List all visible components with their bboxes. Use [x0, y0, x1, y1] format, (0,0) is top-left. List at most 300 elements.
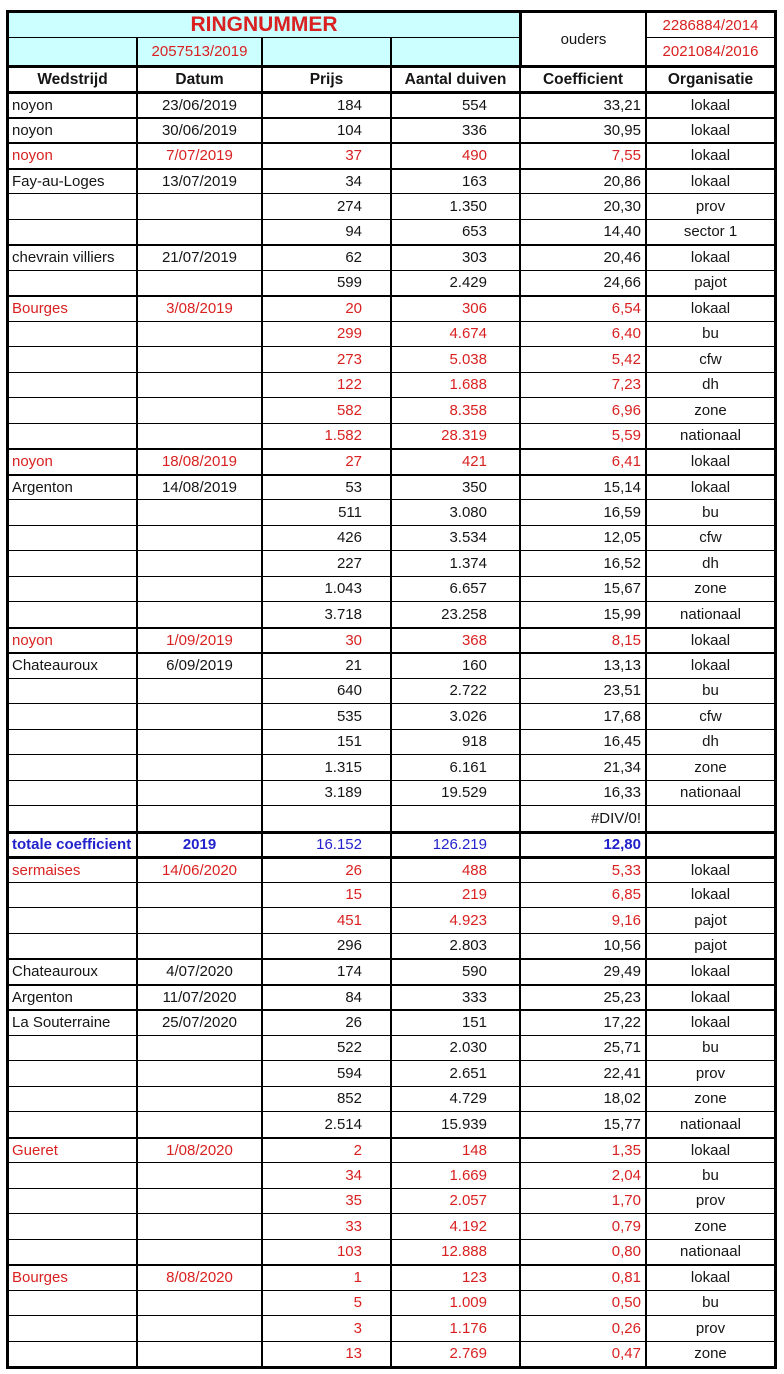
coefficient-cell: 15,67: [519, 576, 645, 602]
prize-cell: 511: [261, 499, 390, 525]
coefficient-cell: 24,66: [519, 270, 645, 296]
pigeons-count-cell: 2.429: [390, 270, 519, 296]
result-row: [9, 805, 774, 831]
prize-cell: 227: [261, 550, 390, 576]
race-name-cell: sermaises: [9, 856, 136, 882]
pigeons-count-cell: 4.674: [390, 321, 519, 347]
pigeons-count-cell: 1.350: [390, 193, 519, 219]
race-name-cell: [9, 193, 136, 219]
race-name-cell: [9, 321, 136, 347]
column-header-prijs: Prijs: [261, 65, 390, 91]
pigeons-count-cell: 350: [390, 474, 519, 500]
prize-cell: 1.315: [261, 754, 390, 780]
date-cell: [136, 1188, 261, 1214]
organisation-level-cell: bu: [645, 1162, 774, 1188]
date-cell: 1/09/2019: [136, 627, 261, 653]
organisation-level-cell: nationaal: [645, 601, 774, 627]
prize-cell: 30: [261, 627, 390, 653]
race-name-cell: [9, 1111, 136, 1137]
coefficient-cell: 20,30: [519, 193, 645, 219]
result-row: [9, 270, 774, 296]
race-name-cell: noyon: [9, 117, 136, 143]
prize-cell: [261, 805, 390, 831]
pigeons-count-cell: 4.192: [390, 1213, 519, 1239]
coefficient-cell: 10,56: [519, 933, 645, 959]
prize-cell: 15: [261, 882, 390, 908]
prize-cell: 1: [261, 1264, 390, 1290]
organisation-level-cell: lokaal: [645, 474, 774, 500]
prize-cell: 20: [261, 295, 390, 321]
result-row: [9, 984, 774, 1010]
organisation-level-cell: lokaal: [645, 117, 774, 143]
organisation-level-cell: [645, 831, 774, 857]
prize-cell: 299: [261, 321, 390, 347]
organisation-level-cell: bu: [645, 678, 774, 704]
prize-cell: 62: [261, 244, 390, 270]
race-name-cell: Fay-au-Loges: [9, 168, 136, 194]
race-name-cell: [9, 550, 136, 576]
coefficient-cell: 6,96: [519, 397, 645, 423]
result-row: [9, 142, 774, 168]
race-name-cell: Argenton: [9, 984, 136, 1010]
organisation-level-cell: lokaal: [645, 958, 774, 984]
coefficient-cell: 6,41: [519, 448, 645, 474]
result-row: [9, 91, 774, 117]
organisation-level-cell: dh: [645, 372, 774, 398]
date-cell: [136, 1239, 261, 1265]
pigeons-count-cell: 2.769: [390, 1341, 519, 1367]
date-cell: [136, 1086, 261, 1112]
date-cell: 4/07/2020: [136, 958, 261, 984]
coefficient-cell: #DIV/0!: [519, 805, 645, 831]
pigeons-count-cell: 4.923: [390, 907, 519, 933]
organisation-level-cell: lokaal: [645, 984, 774, 1010]
organisation-level-cell: lokaal: [645, 244, 774, 270]
pigeons-count-cell: 1.669: [390, 1162, 519, 1188]
result-row: [9, 346, 774, 372]
pigeons-count-cell: 5.038: [390, 346, 519, 372]
race-name-cell: [9, 423, 136, 449]
race-name-cell: noyon: [9, 142, 136, 168]
pigeons-count-cell: 28.319: [390, 423, 519, 449]
coefficient-cell: 0,47: [519, 1341, 645, 1367]
pigeons-count-cell: 219: [390, 882, 519, 908]
date-cell: 25/07/2020: [136, 1009, 261, 1035]
result-row: [9, 576, 774, 602]
coefficient-cell: 15,14: [519, 474, 645, 500]
race-name-cell: Bourges: [9, 295, 136, 321]
coefficient-cell: 7,23: [519, 372, 645, 398]
prize-cell: 2: [261, 1137, 390, 1163]
coefficient-cell: 0,50: [519, 1290, 645, 1316]
date-cell: 8/08/2020: [136, 1264, 261, 1290]
pigeons-count-cell: 19.529: [390, 780, 519, 806]
result-row: [9, 1035, 774, 1061]
coefficient-cell: 0,80: [519, 1239, 645, 1265]
prize-cell: 1.043: [261, 576, 390, 602]
prize-cell: 582: [261, 397, 390, 423]
organisation-level-cell: lokaal: [645, 168, 774, 194]
pigeons-count-cell: 1.176: [390, 1315, 519, 1341]
coefficient-cell: 23,51: [519, 678, 645, 704]
result-row: [9, 652, 774, 678]
prize-cell: 151: [261, 729, 390, 755]
organisation-level-cell: [645, 805, 774, 831]
date-cell: 11/07/2020: [136, 984, 261, 1010]
column-header-wedstrijd: Wedstrijd: [9, 65, 136, 91]
prize-cell: 184: [261, 91, 390, 117]
result-row: [9, 525, 774, 551]
pigeons-count-cell: 590: [390, 958, 519, 984]
organisation-level-cell: lokaal: [645, 856, 774, 882]
pigeons-count-cell: 1.374: [390, 550, 519, 576]
race-name-cell: [9, 805, 136, 831]
coefficient-cell: 17,22: [519, 1009, 645, 1035]
race-name-cell: [9, 1213, 136, 1239]
organisation-level-cell: nationaal: [645, 780, 774, 806]
date-cell: [136, 550, 261, 576]
coefficient-cell: 2,04: [519, 1162, 645, 1188]
prize-cell: 1.582: [261, 423, 390, 449]
prize-cell: 34: [261, 168, 390, 194]
prize-cell: 3.189: [261, 780, 390, 806]
coefficient-cell: 29,49: [519, 958, 645, 984]
organisation-level-cell: zone: [645, 1086, 774, 1112]
results-table: [6, 10, 777, 1369]
race-name-cell: [9, 678, 136, 704]
pigeons-count-cell: 3.026: [390, 703, 519, 729]
result-row: [9, 780, 774, 806]
coefficient-cell: 16,33: [519, 780, 645, 806]
prize-cell: 5: [261, 1290, 390, 1316]
coefficient-cell: 1,70: [519, 1188, 645, 1214]
race-name-cell: [9, 907, 136, 933]
pigeons-count-cell: 12.888: [390, 1239, 519, 1265]
organisation-level-cell: lokaal: [645, 142, 774, 168]
organisation-level-cell: bu: [645, 321, 774, 347]
header-row-2: [9, 37, 774, 65]
result-row: [9, 933, 774, 959]
race-name-cell: La Souterraine: [9, 1009, 136, 1035]
result-row: [9, 1239, 774, 1265]
pigeons-count-cell: 554: [390, 91, 519, 117]
organisation-level-cell: lokaal: [645, 1009, 774, 1035]
coefficient-cell: 33,21: [519, 91, 645, 117]
pigeons-count-cell: 4.729: [390, 1086, 519, 1112]
pigeons-count-cell: 653: [390, 219, 519, 245]
pigeons-count-cell: 303: [390, 244, 519, 270]
date-cell: [136, 1341, 261, 1367]
result-row: [9, 678, 774, 704]
coefficient-cell: 15,77: [519, 1111, 645, 1137]
organisation-level-cell: prov: [645, 1188, 774, 1214]
prize-cell: 104: [261, 117, 390, 143]
organisation-level-cell: nationaal: [645, 1239, 774, 1265]
parent-ring-2: 2021084/2016: [645, 37, 774, 65]
organisation-level-cell: pajot: [645, 270, 774, 296]
prize-cell: 33: [261, 1213, 390, 1239]
result-row: [9, 1111, 774, 1137]
pigeons-count-cell: 1.009: [390, 1290, 519, 1316]
pigeons-count-cell: 2.030: [390, 1035, 519, 1061]
organisation-level-cell: sector 1: [645, 219, 774, 245]
prize-cell: 2.514: [261, 1111, 390, 1137]
total-row: [9, 831, 774, 857]
race-name-cell: [9, 601, 136, 627]
organisation-level-cell: nationaal: [645, 1111, 774, 1137]
date-cell: 14/06/2020: [136, 856, 261, 882]
coefficient-cell: 14,40: [519, 219, 645, 245]
prize-cell: 852: [261, 1086, 390, 1112]
date-cell: 23/06/2019: [136, 91, 261, 117]
race-name-cell: [9, 397, 136, 423]
result-row: [9, 856, 774, 882]
prize-cell: 26: [261, 856, 390, 882]
race-name-cell: [9, 270, 136, 296]
organisation-level-cell: zone: [645, 754, 774, 780]
date-cell: [136, 907, 261, 933]
pigeons-count-cell: 163: [390, 168, 519, 194]
organisation-level-cell: pajot: [645, 933, 774, 959]
race-name-cell: [9, 525, 136, 551]
header-empty-cell: [9, 37, 136, 65]
date-cell: [136, 397, 261, 423]
race-name-cell: [9, 576, 136, 602]
race-name-cell: Bourges: [9, 1264, 136, 1290]
race-name-cell: Chateauroux: [9, 958, 136, 984]
pigeons-count-cell: 333: [390, 984, 519, 1010]
race-name-cell: [9, 1315, 136, 1341]
coefficient-cell: 16,45: [519, 729, 645, 755]
date-cell: [136, 525, 261, 551]
parents-label: ouders: [519, 13, 645, 65]
prize-cell: 21: [261, 652, 390, 678]
race-name-cell: [9, 882, 136, 908]
pigeons-count-cell: 160: [390, 652, 519, 678]
race-name-cell: chevrain villiers: [9, 244, 136, 270]
result-row: [9, 397, 774, 423]
coefficient-cell: 15,99: [519, 601, 645, 627]
pigeons-count-cell: 6.161: [390, 754, 519, 780]
date-cell: [136, 372, 261, 398]
race-name-cell: [9, 754, 136, 780]
organisation-level-cell: lokaal: [645, 295, 774, 321]
pigeons-count-cell: 123: [390, 1264, 519, 1290]
column-header-aantal-duiven: Aantal duiven: [390, 65, 519, 91]
organisation-level-cell: lokaal: [645, 1137, 774, 1163]
prize-cell: 53: [261, 474, 390, 500]
pigeons-count-cell: 421: [390, 448, 519, 474]
organisation-level-cell: prov: [645, 1315, 774, 1341]
result-row: [9, 499, 774, 525]
result-row: [9, 295, 774, 321]
organisation-level-cell: lokaal: [645, 882, 774, 908]
coefficient-cell: 21,34: [519, 754, 645, 780]
result-row: [9, 1060, 774, 1086]
prize-cell: 535: [261, 703, 390, 729]
result-row: [9, 117, 774, 143]
coefficient-cell: 9,16: [519, 907, 645, 933]
result-row: [9, 1290, 774, 1316]
organisation-level-cell: prov: [645, 193, 774, 219]
result-row: [9, 703, 774, 729]
result-row: [9, 550, 774, 576]
date-cell: [136, 601, 261, 627]
date-cell: [136, 1315, 261, 1341]
prize-cell: 640: [261, 678, 390, 704]
organisation-level-cell: prov: [645, 1060, 774, 1086]
result-row: [9, 1264, 774, 1290]
coefficient-cell: 25,23: [519, 984, 645, 1010]
race-name-cell: Gueret: [9, 1137, 136, 1163]
result-row: [9, 244, 774, 270]
date-cell: [136, 321, 261, 347]
race-name-cell: [9, 1188, 136, 1214]
race-name-cell: [9, 372, 136, 398]
prize-cell: 122: [261, 372, 390, 398]
pigeons-count-cell: 1.688: [390, 372, 519, 398]
result-row: [9, 754, 774, 780]
organisation-level-cell: bu: [645, 499, 774, 525]
organisation-level-cell: lokaal: [645, 91, 774, 117]
date-cell: 13/07/2019: [136, 168, 261, 194]
coefficient-cell: 22,41: [519, 1060, 645, 1086]
pigeons-count-cell: 2.803: [390, 933, 519, 959]
date-cell: [136, 754, 261, 780]
coefficient-cell: 20,86: [519, 168, 645, 194]
result-row: [9, 958, 774, 984]
prize-cell: 273: [261, 346, 390, 372]
result-row: [9, 168, 774, 194]
organisation-level-cell: dh: [645, 550, 774, 576]
prize-cell: 599: [261, 270, 390, 296]
result-row: [9, 423, 774, 449]
coefficient-cell: 16,59: [519, 499, 645, 525]
pigeons-count-cell: 336: [390, 117, 519, 143]
coefficient-cell: 0,79: [519, 1213, 645, 1239]
coefficient-cell: 16,52: [519, 550, 645, 576]
date-cell: 7/07/2019: [136, 142, 261, 168]
organisation-level-cell: lokaal: [645, 652, 774, 678]
date-cell: [136, 1035, 261, 1061]
organisation-level-cell: cfw: [645, 703, 774, 729]
result-row: [9, 1086, 774, 1112]
prize-cell: 13: [261, 1341, 390, 1367]
organisation-level-cell: lokaal: [645, 627, 774, 653]
column-header-row: [9, 65, 774, 91]
header-empty-cell: [390, 37, 519, 65]
coefficient-cell: 0,26: [519, 1315, 645, 1341]
result-row: [9, 372, 774, 398]
coefficient-cell: 25,71: [519, 1035, 645, 1061]
race-name-cell: [9, 1162, 136, 1188]
result-row: [9, 907, 774, 933]
coefficient-cell: 1,35: [519, 1137, 645, 1163]
result-row: [9, 1213, 774, 1239]
coefficient-cell: 6,40: [519, 321, 645, 347]
coefficient-cell: 30,95: [519, 117, 645, 143]
race-name-cell: [9, 1060, 136, 1086]
organisation-level-cell: lokaal: [645, 1264, 774, 1290]
coefficient-cell: 5,33: [519, 856, 645, 882]
organisation-level-cell: zone: [645, 397, 774, 423]
column-header-coefficient: Coefficient: [519, 65, 645, 91]
coefficient-cell: 17,68: [519, 703, 645, 729]
date-cell: [136, 219, 261, 245]
date-cell: [136, 1111, 261, 1137]
date-cell: [136, 1290, 261, 1316]
prize-cell: 37: [261, 142, 390, 168]
organisation-level-cell: bu: [645, 1035, 774, 1061]
ring-number: 2057513/2019: [136, 37, 261, 65]
race-name-cell: totale coefficient: [9, 831, 136, 857]
coefficient-cell: 20,46: [519, 244, 645, 270]
date-cell: [136, 780, 261, 806]
race-name-cell: [9, 499, 136, 525]
prize-cell: 94: [261, 219, 390, 245]
result-row: [9, 474, 774, 500]
race-name-cell: [9, 219, 136, 245]
organisation-level-cell: zone: [645, 1341, 774, 1367]
date-cell: 3/08/2019: [136, 295, 261, 321]
coefficient-cell: 18,02: [519, 1086, 645, 1112]
organisation-level-cell: cfw: [645, 525, 774, 551]
result-row: [9, 601, 774, 627]
pigeons-count-cell: 918: [390, 729, 519, 755]
date-cell: [136, 1162, 261, 1188]
pigeons-count-cell: 126.219: [390, 831, 519, 857]
date-cell: [136, 1060, 261, 1086]
race-name-cell: noyon: [9, 91, 136, 117]
pigeons-count-cell: 488: [390, 856, 519, 882]
organisation-level-cell: dh: [645, 729, 774, 755]
pigeons-count-cell: 368: [390, 627, 519, 653]
race-name-cell: [9, 729, 136, 755]
coefficient-cell: 13,13: [519, 652, 645, 678]
result-row: [9, 193, 774, 219]
date-cell: 30/06/2019: [136, 117, 261, 143]
race-name-cell: [9, 346, 136, 372]
race-name-cell: [9, 780, 136, 806]
coefficient-cell: 6,54: [519, 295, 645, 321]
page-title: RINGNUMMER: [9, 13, 519, 37]
result-row: [9, 729, 774, 755]
prize-cell: 16.152: [261, 831, 390, 857]
race-name-cell: noyon: [9, 448, 136, 474]
header-row-1: [9, 13, 774, 37]
prize-cell: 27: [261, 448, 390, 474]
result-row: [9, 882, 774, 908]
race-name-cell: [9, 1290, 136, 1316]
organisation-level-cell: zone: [645, 1213, 774, 1239]
column-header-datum: Datum: [136, 65, 261, 91]
result-row: [9, 1315, 774, 1341]
date-cell: 14/08/2019: [136, 474, 261, 500]
pigeons-count-cell: 15.939: [390, 1111, 519, 1137]
organisation-level-cell: nationaal: [645, 423, 774, 449]
result-row: [9, 1162, 774, 1188]
pigeons-count-cell: 151: [390, 1009, 519, 1035]
pigeons-count-cell: 3.534: [390, 525, 519, 551]
prize-cell: 35: [261, 1188, 390, 1214]
result-row: [9, 321, 774, 347]
pigeons-count-cell: 8.358: [390, 397, 519, 423]
date-cell: [136, 346, 261, 372]
date-cell: [136, 193, 261, 219]
coefficient-cell: 12,05: [519, 525, 645, 551]
prize-cell: 594: [261, 1060, 390, 1086]
coefficient-cell: 5,42: [519, 346, 645, 372]
